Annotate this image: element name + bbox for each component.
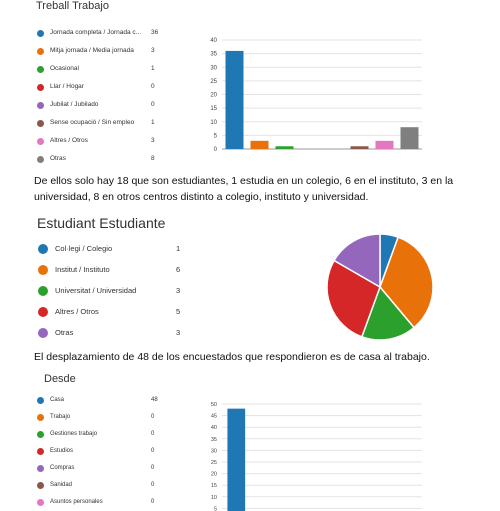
y-tick-label: 20	[210, 471, 217, 478]
legend-item-altres-otros	[37, 132, 162, 150]
legend-item-universitat-universidad	[38, 280, 188, 301]
legend-value: 0	[151, 101, 155, 108]
y-tick-label: 35	[210, 51, 217, 58]
y-tick-label: 35	[210, 436, 217, 443]
y-tick-label: 40	[210, 38, 217, 44]
legend-label: Altres / Otros	[50, 137, 88, 144]
legend-value: 36	[151, 29, 159, 36]
legend-item-jornada-completa-jornada-c	[37, 24, 162, 42]
bar-jornada-completa-jornada-c	[226, 51, 244, 149]
legend-swatch	[37, 414, 44, 421]
legend-label: Mitja jornada / Media jornada	[50, 47, 134, 54]
chart3-title: Desde	[44, 373, 76, 385]
legend-item-estudios	[37, 443, 162, 460]
chart1-title: Treball Trabajo	[36, 0, 109, 12]
legend-item-otras	[38, 322, 188, 343]
legend-label: Altres / Otros	[55, 307, 99, 316]
legend-label: Gestiones trabajo	[50, 431, 98, 437]
legend-swatch	[38, 286, 48, 296]
chart3-plot	[200, 392, 430, 511]
y-tick-label: 5	[213, 506, 217, 511]
legend-value: 0	[151, 448, 155, 454]
legend-swatch	[38, 328, 48, 338]
legend-swatch	[37, 156, 44, 163]
legend-value: 3	[176, 286, 181, 295]
legend-value: 3	[151, 137, 155, 144]
legend-item-sense-ocupaci-sin-empleo	[37, 114, 162, 132]
legend-value: 6	[176, 265, 181, 274]
legend-label: Ocasional	[50, 65, 79, 72]
legend-item-sanidad	[37, 477, 162, 494]
legend-label: Llar / Hogar	[50, 83, 84, 90]
legend-value: 0	[151, 465, 155, 471]
y-tick-label: 25	[210, 460, 217, 466]
paragraph-students: De ellos solo hay 18 que son estudiantes, 1 estudia en un colegio, 6 en el instituto, 3 en la universidad, 8 en otros centros distinto a colegio, instituto y universidad.	[34, 175, 454, 203]
legend-value: 0	[151, 414, 155, 420]
y-tick-label: 15	[210, 483, 217, 490]
legend-label: Estudios	[50, 448, 74, 454]
legend-item-llar-hogar	[37, 78, 162, 96]
legend-value: 3	[176, 328, 181, 337]
legend-item-mitja-jornada-media-jornada	[37, 42, 162, 60]
legend-label: Otras	[50, 155, 66, 162]
chart1-plot	[200, 24, 430, 159]
legend-swatch	[37, 482, 44, 489]
chart2-pie	[325, 232, 435, 342]
legend-item-institut-instituto	[38, 259, 188, 280]
chart2-legend	[38, 238, 188, 343]
legend-swatch	[37, 431, 44, 438]
legend-swatch	[38, 265, 48, 275]
legend-item-col-legi-colegio	[38, 238, 188, 259]
legend-swatch	[38, 244, 48, 254]
y-tick-label: 15	[210, 106, 217, 113]
chart3-legend	[37, 392, 162, 511]
legend-swatch	[37, 499, 44, 506]
legend-swatch	[37, 30, 44, 37]
legend-label: Asuntos personales	[50, 499, 103, 505]
legend-label: Otras	[55, 328, 74, 337]
y-tick-label: 10	[210, 119, 217, 126]
legend-swatch	[37, 448, 44, 455]
legend-value: 3	[151, 47, 155, 54]
y-tick-label: 40	[210, 425, 217, 432]
chart1-legend	[37, 24, 162, 168]
legend-value: 5	[176, 307, 181, 316]
bar-otras	[401, 127, 419, 149]
legend-item-otras	[37, 150, 162, 168]
legend-value: 48	[151, 397, 158, 403]
legend-swatch	[37, 465, 44, 472]
legend-value: 8	[151, 155, 155, 162]
legend-label: Institut / Instituto	[55, 265, 110, 274]
y-tick-label: 20	[210, 92, 217, 99]
bar-casa	[227, 409, 245, 511]
y-tick-label: 5	[213, 133, 217, 140]
legend-item-altres-otros	[38, 301, 188, 322]
bar-mitja-jornada-media-jornada	[251, 141, 269, 149]
legend-value: 0	[151, 499, 155, 505]
legend-label: Compras	[50, 465, 75, 471]
legend-swatch	[37, 84, 44, 91]
legend-swatch	[37, 102, 44, 109]
y-tick-label: 50	[210, 402, 217, 408]
y-tick-label: 30	[210, 448, 217, 455]
y-tick-label: 10	[210, 494, 217, 501]
legend-item-casa	[37, 392, 162, 409]
legend-value: 0	[151, 482, 155, 488]
bar-ocasional	[276, 146, 294, 149]
legend-label: Sanidad	[50, 482, 73, 488]
bar-sense-ocupaci-sin-empleo	[351, 146, 369, 149]
bar-altres-otros	[376, 141, 394, 149]
legend-item-trabajo	[37, 409, 162, 426]
legend-item-jubilat-jubilado	[37, 96, 162, 114]
legend-value: 1	[151, 119, 155, 126]
paragraph-displacement: El desplazamiento de 48 de los encuestados que respondieron es de casa al trabajo.	[34, 351, 430, 363]
legend-value: 1	[176, 244, 181, 253]
legend-swatch	[37, 397, 44, 404]
legend-swatch	[37, 120, 44, 127]
legend-label: Col·legi / Colegio	[55, 244, 113, 253]
legend-label: Trabajo	[50, 414, 71, 420]
y-tick-label: 25	[210, 78, 217, 85]
legend-item-compras	[37, 460, 162, 477]
chart2-title: Estudiant Estudiante	[37, 215, 166, 231]
legend-value: 1	[151, 65, 155, 72]
legend-swatch	[37, 138, 44, 145]
legend-item-asuntos-personales	[37, 494, 162, 511]
legend-swatch	[37, 48, 44, 55]
legend-label: Jubilat / Jubilado	[50, 101, 99, 108]
legend-item-gestiones-trabajo	[37, 426, 162, 443]
y-tick-label: 0	[213, 147, 217, 153]
legend-item-ocasional	[37, 60, 162, 78]
y-tick-label: 45	[210, 413, 217, 420]
legend-label: Universitat / Universidad	[55, 286, 137, 295]
legend-value: 0	[151, 83, 155, 90]
legend-label: Casa	[50, 397, 65, 403]
legend-value: 0	[151, 431, 155, 437]
y-tick-label: 30	[210, 65, 217, 72]
legend-swatch	[38, 307, 48, 317]
legend-swatch	[37, 66, 44, 73]
legend-label: Jornada completa / Jornada c...	[50, 29, 142, 36]
legend-label: Sense ocupació / Sin empleo	[50, 119, 135, 126]
